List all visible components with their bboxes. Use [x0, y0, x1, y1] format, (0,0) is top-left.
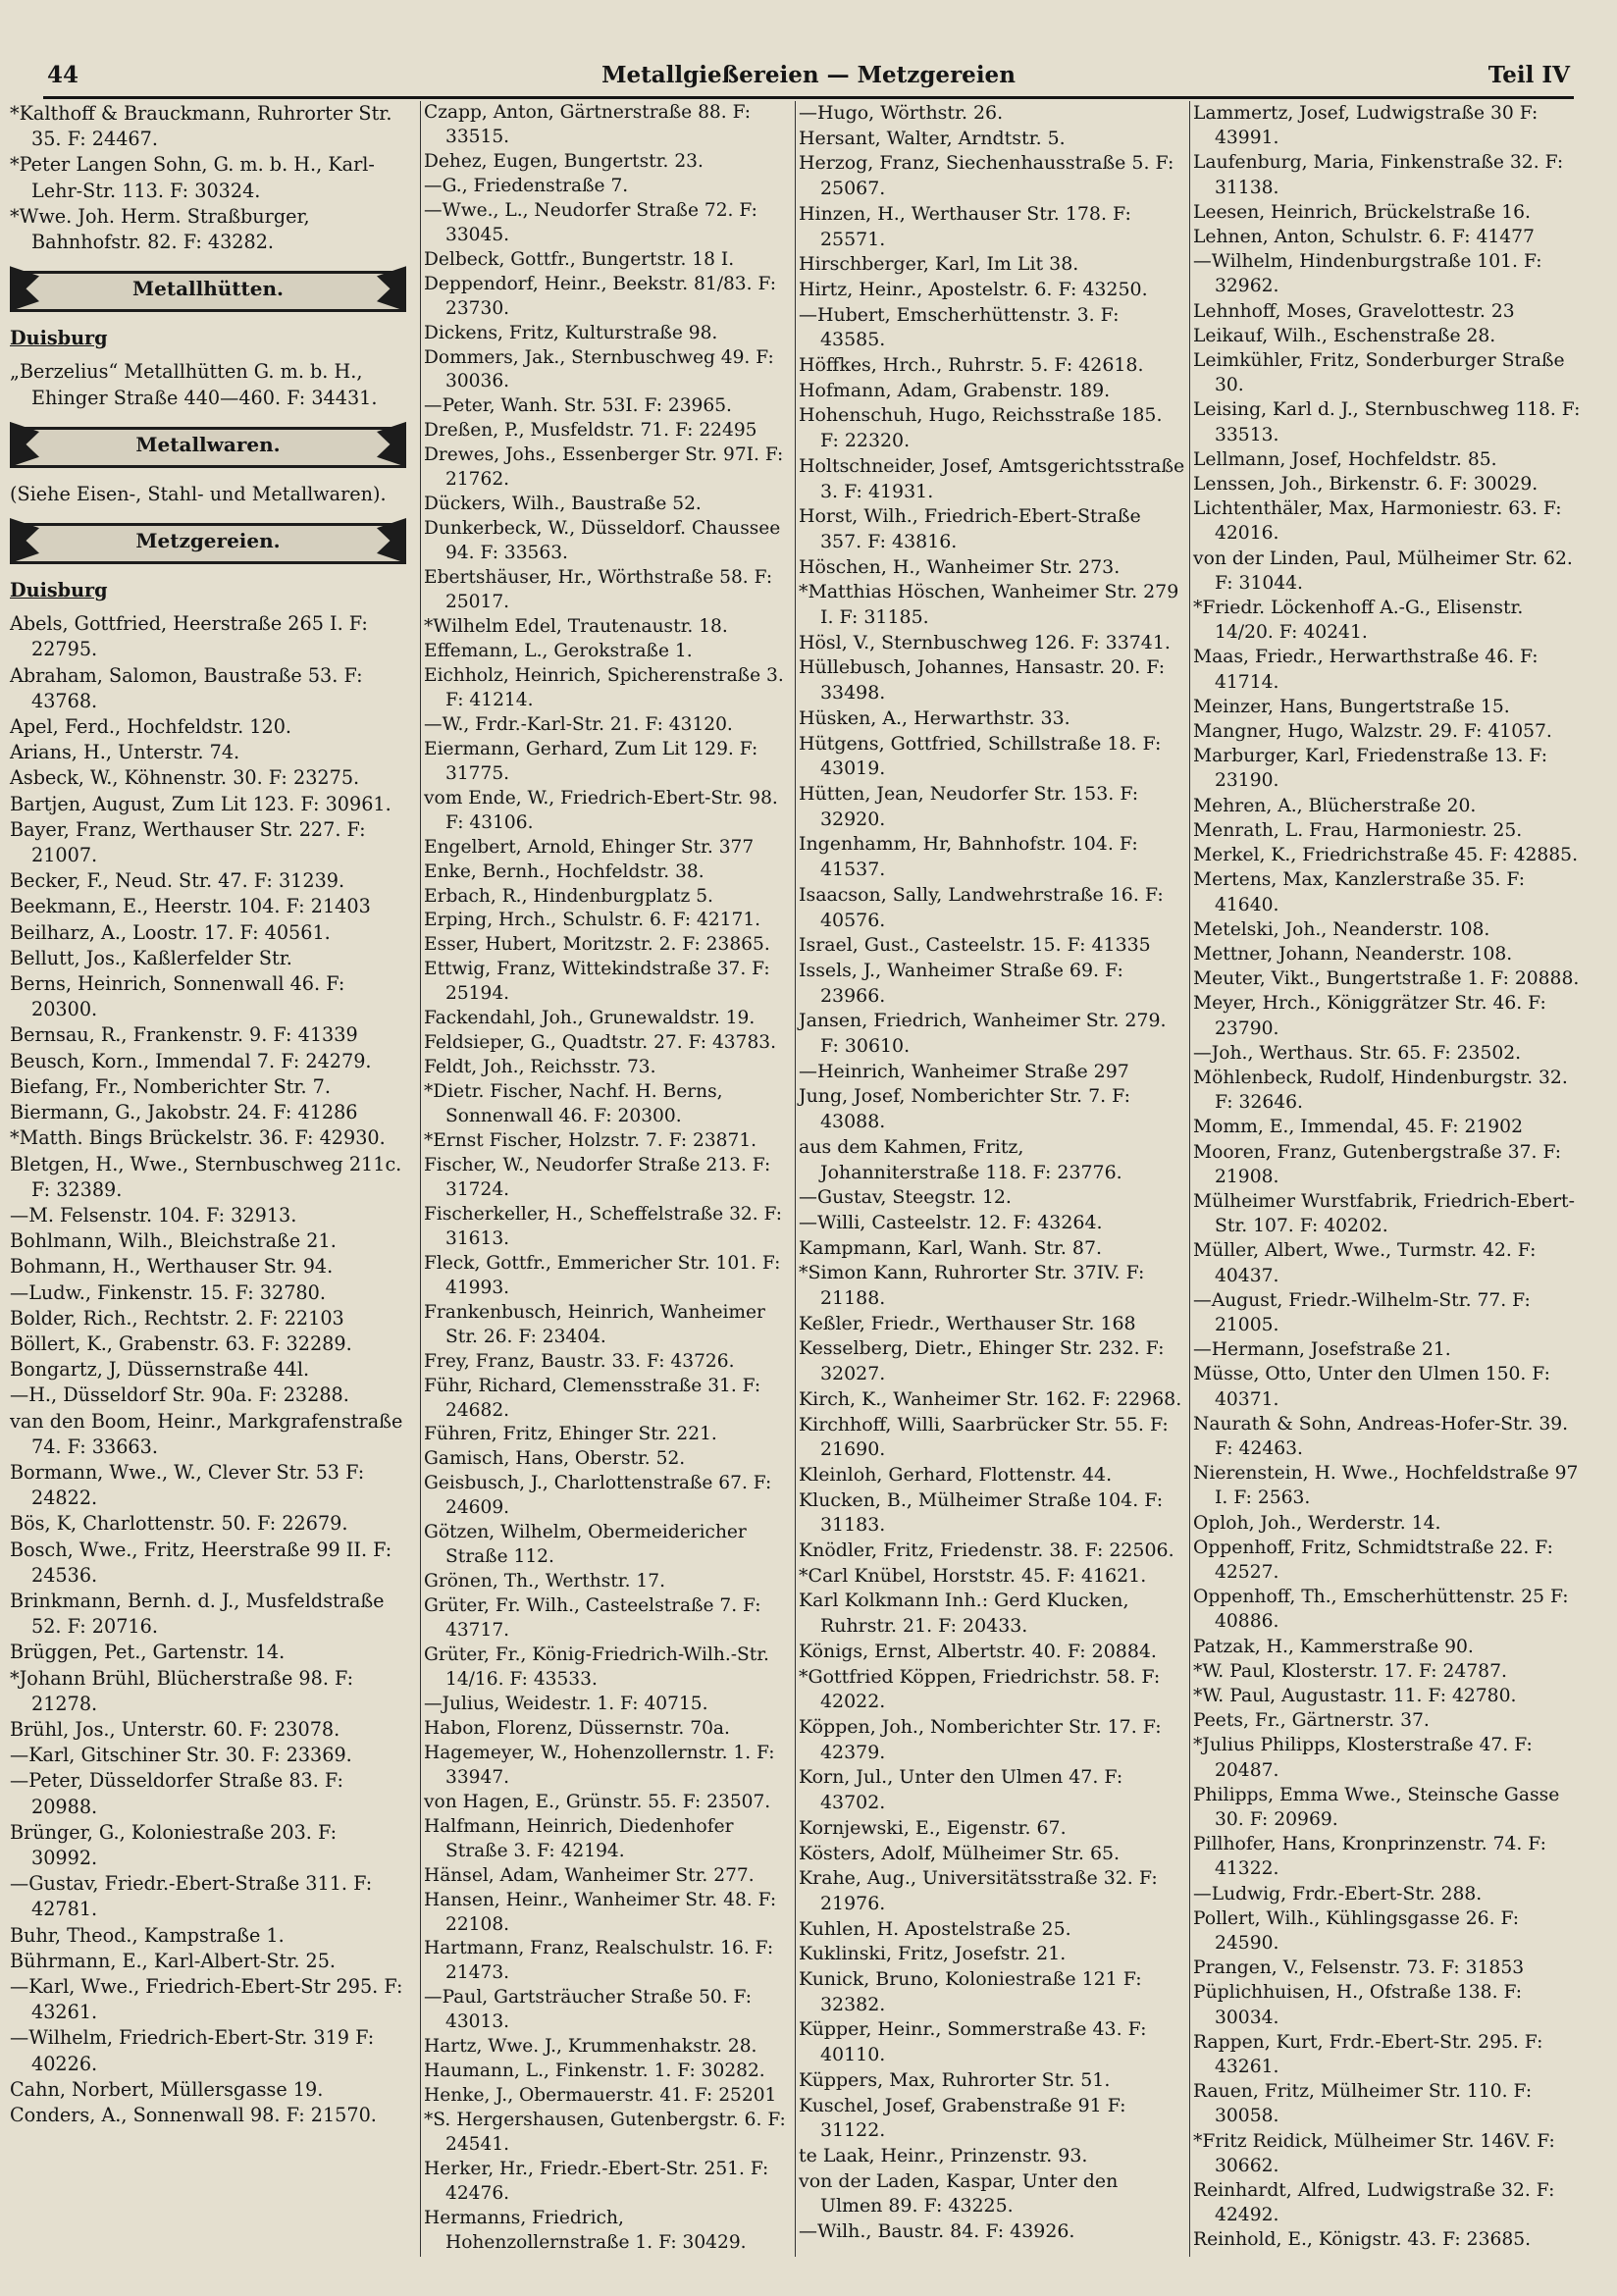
directory-entry: Höschen, H., Wanheimer Str. 273. — [799, 555, 1121, 578]
directory-entry: Abels, Gottfried, Heerstraße 265 I. F: 22795. — [10, 612, 368, 661]
directory-entry: Jansen, Friedrich, Wanheimer Str. 279. F: 30610. — [799, 1010, 1167, 1058]
directory-entry: Enke, Bernh., Hochfeldstr. 38. — [424, 861, 704, 882]
directory-entry: Oploh, Joh., Werderstr. 14. — [1193, 1512, 1441, 1534]
directory-entry: —Gustav, Steegstr. 12. — [799, 1186, 1012, 1209]
directory-entry: Geisbusch, J., Charlottenstraße 67. F: 24609. — [424, 1473, 772, 1519]
directory-entry: *Kalthoff & Brauckmann, Ruhrorter Str. 35. F: 24467. — [10, 102, 392, 151]
directory-entry: Beusch, Korn., Immendal 7. F: 24279. — [10, 1049, 372, 1072]
section-title: Metallwaren. — [135, 432, 281, 456]
banner-ornament-left — [10, 422, 39, 467]
directory-entry: Meinzer, Hans, Bungertstraße 15. — [1193, 696, 1510, 717]
directory-entry: Oppenhoff, Th., Emscherhüttenstr. 25 F: 40886. — [1193, 1587, 1569, 1633]
directory-entry: Fleck, Gottfr., Emmericher Str. 101. F: 41993. — [424, 1252, 781, 1298]
directory-entry: Bormann, Wwe., W., Clever Str. 53 F: 24822. — [10, 1460, 365, 1510]
directory-entry: van den Boom, Heinr., Markgrafenstraße 74. F: 33663. — [10, 1409, 403, 1458]
entry-list — [10, 359, 406, 410]
directory-entry: Kuschel, Josef, Grabenstraße 91 F: 31122. — [799, 2094, 1126, 2142]
directory-entry: —Karl, Wwe., Friedrich-Ebert-Str 295. F: 43261. — [10, 1975, 403, 2024]
directory-entry: —Ludwig, Frdr.-Ebert-Str. 288. — [1193, 1883, 1483, 1905]
directory-entry: Bös, K, Charlottenstr. 50. F: 22679. — [10, 1512, 348, 1536]
directory-entry: Rappen, Kurt, Frdr.-Ebert-Str. 295. F: 43261. — [1193, 2031, 1543, 2078]
directory-entry: Fischerkeller, H., Scheffelstraße 32. F: 31613. — [424, 1203, 783, 1249]
directory-entry: Hartmann, Franz, Realschulstr. 16. F: 21473. — [424, 1938, 774, 1984]
directory-entry: Dreßen, P., Musfeldstr. 71. F: 22495 — [424, 420, 757, 442]
directory-entry: Kunick, Bruno, Koloniestraße 121 F: 32382. — [799, 1968, 1142, 2015]
directory-entry: Bellutt, Jos., Kaßlerfelder Str. — [10, 946, 292, 969]
directory-entry: Brünger, G., Koloniestraße 203. F: 30992. — [10, 1820, 338, 1869]
directory-entry: *Wwe. Joh. Herm. Straßburger, Bahnhofstr. 82. F: 43282. — [10, 204, 310, 254]
directory-entry: Erping, Hrch., Schulstr. 6. F: 42171. — [424, 910, 761, 931]
directory-entry: Prangen, V., Felsenstr. 73. F: 31853 — [1193, 1957, 1525, 1979]
directory-entry: Peets, Fr., Gärtnerstr. 37. — [1193, 1710, 1430, 1732]
directory-entry: Hansen, Heinr., Wanheimer Str. 48. F: 22108. — [424, 1889, 777, 1935]
directory-entry: *Gottfried Köppen, Friedrichstr. 58. F: 42022. — [799, 1665, 1161, 1713]
directory-entry: Erbach, R., Hindenburgplatz 5. — [424, 885, 713, 907]
directory-entry: Bührmann, E., Karl-Albert-Str. 25. — [10, 1949, 337, 1972]
directory-entry: —Hubert, Emscherhüttenstr. 3. F: 43585. — [799, 303, 1120, 351]
directory-entry: Hagemeyer, W., Hohenzollernstr. 1. F: 33947. — [424, 1742, 775, 1788]
directory-entry: Mülheimer Wurstfabrik, Friedrich-Ebert-Str. 107. F: 40202. — [1193, 1190, 1575, 1237]
entry-list — [10, 101, 406, 255]
directory-entry: Hartz, Wwe. J., Krummenhakstr. 28. — [424, 2036, 757, 2058]
directory-entry: Bolder, Rich., Rechtstr. 2. F: 22103 — [10, 1306, 344, 1330]
directory-entry: Naurath & Sohn, Andreas-Hofer-Str. 39. F: 42463. — [1193, 1413, 1569, 1459]
directory-entry: Gamisch, Hans, Oberstr. 52. — [424, 1448, 686, 1470]
directory-entry: Bohmann, H., Werthauser Str. 94. — [10, 1255, 334, 1278]
directory-entry: *Julius Philipps, Klosterstraße 47. F: 20487. — [1193, 1735, 1533, 1781]
directory-entry: *Ernst Fischer, Holzstr. 7. F: 23871. — [424, 1130, 757, 1152]
directory-entry: *Dietr. Fischer, Nachf. H. Berns, Sonnenwall 46. F: 20300. — [424, 1081, 723, 1127]
directory-entry: Momm, E., Immendal, 45. F: 21902 — [1193, 1117, 1523, 1138]
column-4 — [1193, 101, 1588, 2253]
directory-entry: *W. Paul, Augustastr. 11. F: 42780. — [1193, 1686, 1517, 1706]
directory-entry: Hüllebusch, Johannes, Hansastr. 20. F: 33498. — [799, 656, 1166, 704]
directory-entry: —G., Friedenstraße 7. — [424, 175, 629, 196]
directory-entry: Eiermann, Gerhard, Zum Lit 129. F: 31775. — [424, 738, 758, 784]
directory-entry: Issels, J., Wanheimer Straße 69. F: 23966. — [799, 959, 1123, 1007]
directory-entry: Asbeck, W., Köhnenstr. 30. F: 23275. — [10, 766, 360, 790]
directory-entry: Delbeck, Gottfr., Bungertstr. 18 I. — [424, 248, 735, 270]
directory-entry: Bayer, Franz, Werthauser Str. 227. F: 21007. — [10, 817, 366, 867]
directory-entry: Leising, Karl d. J., Sternbuschweg 118. F: 33513. — [1193, 399, 1581, 445]
directory-entry: Hersant, Walter, Arndtstr. 5. — [799, 127, 1066, 149]
directory-entry: Oppenhoff, Fritz, Schmidtstraße 22. F: 42527. — [1193, 1537, 1553, 1583]
directory-entry: Frankenbusch, Heinrich, Wanheimer Str. 26. F: 23404. — [424, 1301, 765, 1347]
directory-entry: Küpper, Heinr., Sommerstraße 43. F: 40110. — [799, 2018, 1147, 2066]
directory-entry: Herker, Hr., Friedr.-Ebert-Str. 251. F: 42476. — [424, 2159, 769, 2205]
directory-entry: *Peter Langen Sohn, G. m. b. H., Karl-Lehr-Str. 113. F: 30324. — [10, 153, 375, 202]
directory-entry: Korn, Jul., Unter den Ulmen 47. F: 43702. — [799, 1766, 1123, 1814]
directory-entry: Lichtenthäler, Max, Harmoniestr. 63. F: 42016. — [1193, 498, 1562, 545]
directory-entry: Feldt, Joh., Reichsstr. 73. — [424, 1057, 656, 1078]
entry-list — [10, 611, 406, 2128]
directory-entry: Bernsau, R., Frankenstr. 9. F: 41339 — [10, 1023, 358, 1047]
directory-entry: Herzog, Franz, Siechenhausstraße 5. F: 25067. — [799, 152, 1174, 200]
directory-entry: Eichholz, Heinrich, Spicherenstraße 3. F: 41214. — [424, 664, 784, 710]
directory-entry: Becker, F., Neud. Str. 47. F: 31239. — [10, 869, 345, 893]
directory-entry: Möhlenbeck, Rudolf, Hindenburgstr. 32. F: 32646. — [1193, 1067, 1568, 1114]
directory-entry: Keßler, Friedr., Werthauser Str. 168 — [799, 1312, 1136, 1334]
directory-entry: Drewes, Johs., Essenberger Str. 97I. F: 21762. — [424, 444, 784, 491]
directory-entry: Meyer, Hrch., Königgrätzer Str. 46. F: 23790. — [1193, 993, 1546, 1039]
directory-entry: Kesselberg, Dietr., Ehinger Str. 232. F: 32027. — [799, 1337, 1165, 1385]
directory-entry: —Karl, Gitschiner Str. 30. F: 23369. — [10, 1744, 352, 1767]
city-heading: Duisburg — [10, 579, 108, 602]
directory-entry: Kampmann, Karl, Wanh. Str. 87. — [799, 1236, 1103, 1259]
directory-entry: Meuter, Vikt., Bungertstraße 1. F: 20888. — [1193, 968, 1580, 990]
column-rule — [1189, 101, 1190, 2257]
directory-entry: Maas, Friedr., Herwarthstraße 46. F: 41714. — [1193, 647, 1539, 693]
directory-entry: Kornjewski, E., Eigenstr. 67. — [799, 1816, 1067, 1839]
directory-entry: —Paul, Gartsträucher Straße 50. F: 43013. — [424, 1987, 753, 2033]
directory-entry: Frey, Franz, Baustr. 33. F: 43726. — [424, 1350, 735, 1372]
city-heading: Duisburg — [10, 327, 108, 350]
directory-entry: Metelski, Joh., Neanderstr. 108. — [1193, 918, 1490, 940]
directory-entry: Deppendorf, Heinr., Beekstr. 81/83. F: 23730. — [424, 273, 776, 319]
directory-entry: Mehren, A., Blücherstraße 20. — [1193, 795, 1477, 816]
directory-entry: Bartjen, August, Zum Lit 123. F: 30961. — [10, 792, 391, 815]
directory-entry: —Wilhelm, Friedrich-Ebert-Str. 319 F: 40226. — [10, 2026, 375, 2075]
column-rule — [795, 101, 796, 2257]
directory-entry: Lenssen, Joh., Birkenstr. 6. F: 30029. — [1193, 474, 1539, 496]
directory-entry: Israel, Gust., Casteelstr. 15. F: 41335 — [799, 934, 1151, 957]
directory-entry: Haumann, L., Finkenstr. 1. F: 30282. — [424, 2061, 765, 2082]
banner-ornament-left — [10, 518, 39, 563]
directory-entry: —Wwe., L., Neudorfer Straße 72. F: 33045. — [424, 199, 757, 245]
directory-entry: *Johann Brühl, Blücherstraße 98. F: 21278. — [10, 1666, 354, 1715]
directory-entry: Küppers, Max, Ruhrorter Str. 51. — [799, 2068, 1111, 2091]
directory-entry: Beilharz, A., Loostr. 17. F: 40561. — [10, 920, 331, 944]
directory-entry: Habon, Florenz, Düssernstr. 70a. — [424, 1717, 730, 1739]
directory-entry: Leimkühler, Fritz, Sonderburger Straße 30. — [1193, 350, 1565, 396]
directory-entry: Apel, Ferd., Hochfeldstr. 120. — [10, 715, 292, 739]
directory-entry: Isaacson, Sally, Landwehrstraße 16. F: 40576. — [799, 883, 1164, 931]
directory-entry: —August, Friedr.-Wilhelm-Str. 77. F: 21005. — [1193, 1289, 1531, 1335]
directory-entry: Böllert, K., Grabenstr. 63. F: 32289. — [10, 1331, 352, 1355]
directory-entry: Kirchhoff, Willi, Saarbrücker Str. 55. F: 21690. — [799, 1413, 1169, 1461]
directory-entry: Mertens, Max, Kanzlerstraße 35. F: 41640. — [1193, 869, 1526, 915]
directory-entry: Effemann, L., Gerokstraße 1. — [424, 640, 693, 661]
directory-entry: —Ludw., Finkenstr. 15. F: 32780. — [10, 1280, 326, 1304]
directory-entry: Dückers, Wilh., Baustraße 52. — [424, 494, 702, 515]
section-banner-metallhuetten — [10, 271, 406, 312]
directory-entry: Pollert, Wilh., Kühlingsgasse 26. F: 24590. — [1193, 1907, 1520, 1955]
directory-entry: Müsse, Otto, Unter den Ulmen 150. F: 40371. — [1193, 1364, 1550, 1410]
directory-entry: *Wilhelm Edel, Trautenaustr. 18. — [424, 616, 728, 638]
banner-ornament-left — [10, 266, 39, 311]
directory-entry: Buhr, Theod., Kampstraße 1. — [10, 1923, 285, 1947]
directory-entry: —H., Düsseldorf Str. 90a. F: 23288. — [10, 1383, 349, 1407]
directory-entry: Grönen, Th., Werthstr. 17. — [424, 1571, 666, 1592]
directory-entry: Führen, Fritz, Ehinger Str. 221. — [424, 1424, 717, 1445]
directory-entry: —Gustav, Friedr.-Ebert-Straße 311. F: 42781. — [10, 1872, 373, 1921]
directory-entry: Pillhofer, Hans, Kronprinzenstr. 74. F: 41322. — [1193, 1834, 1546, 1880]
directory-entry: *Matth. Bings Brückelstr. 36. F: 42930. — [10, 1126, 386, 1150]
directory-entry: Brüggen, Pet., Gartenstr. 14. — [10, 1641, 286, 1664]
section-banner-metzgereien — [10, 523, 406, 564]
column-1 — [10, 101, 406, 2128]
directory-entry: Fischer, W., Neudorfer Straße 213. F: 31724. — [424, 1154, 771, 1200]
directory-entry: Merkel, K., Friedrichstraße 45. F: 42885. — [1193, 845, 1579, 866]
directory-entry: Kösters, Adolf, Mülheimer Str. 65. — [799, 1842, 1121, 1864]
directory-entry: Höffkes, Hrch., Ruhrstr. 5. F: 42618. — [799, 354, 1144, 377]
header-rule — [43, 96, 1574, 99]
directory-entry: Kuhlen, H. Apostelstraße 25. — [799, 1917, 1071, 1940]
directory-entry: Dickens, Fritz, Kulturstraße 98. — [424, 322, 718, 343]
directory-entry: Holtschneider, Josef, Amtsgerichtsstraße 3. F: 41931. — [799, 454, 1185, 502]
directory-entry: aus dem Kahmen, Fritz, Johanniterstraße 118. F: 23776. — [799, 1135, 1122, 1183]
directory-entry: —Hermann, Josefstraße 21. — [1193, 1339, 1451, 1361]
directory-entry: Königs, Ernst, Albertstr. 40. F: 20884. — [799, 1640, 1157, 1662]
entry-list — [799, 101, 1185, 2245]
directory-entry: Dehez, Eugen, Bungertstr. 23. — [424, 150, 704, 172]
directory-entry: Klucken, B., Mülheimer Straße 104. F: 31183. — [799, 1488, 1164, 1537]
directory-entry: Reinhold, E., Königstr. 43. F: 23685. — [1193, 2229, 1532, 2251]
directory-entry: „Berzelius“ Metallhütten G. m. b. H., Ehinger Straße 440—460. F: 34431. — [10, 360, 378, 409]
directory-entry: Berns, Heinrich, Sonnenwall 46. F: 20300. — [10, 972, 345, 1021]
directory-entry: Knödler, Fritz, Friedenstr. 38. F: 22506. — [799, 1539, 1174, 1562]
directory-entry: Hinzen, H., Werthauser Str. 178. F: 25571. — [799, 202, 1131, 250]
directory-entry: Krahe, Aug., Universitätsstraße 32. F: 21976. — [799, 1867, 1158, 1914]
directory-entry: Hüsken, A., Herwarthstr. 33. — [799, 706, 1070, 729]
banner-ornament-right — [377, 266, 406, 311]
directory-entry: Hütgens, Gottfried, Schillstraße 18. F: 43019. — [799, 732, 1162, 780]
cross-reference-note: (Siehe Eisen-, Stahl- und Metallwaren). — [10, 482, 387, 505]
directory-entry: Conders, A., Sonnenwall 98. F: 21570. — [10, 2104, 377, 2127]
directory-entry: *Friedr. Löckenhoff A.-G., Elisenstr. 14/20. F: 40241. — [1193, 598, 1524, 644]
directory-entry: —Wilhelm, Hindenburgstraße 101. F: 32962. — [1193, 251, 1542, 297]
directory-entry: Brühl, Jos., Unterstr. 60. F: 23078. — [10, 1717, 340, 1741]
directory-entry: Hofmann, Adam, Grabenstr. 189. — [799, 379, 1111, 401]
directory-entry: Bohlmann, Wilh., Bleichstraße 21. — [10, 1229, 337, 1253]
running-title: Metallgießereien — Metzgereien — [601, 62, 1016, 88]
directory-entry: Mooren, Franz, Gutenbergstraße 37. F: 21908. — [1193, 1141, 1562, 1187]
directory-entry: Lammertz, Josef, Ludwigstraße 30 F: 43991. — [1193, 103, 1539, 149]
directory-entry: Leesen, Heinrich, Brückelstraße 16. — [1193, 201, 1531, 223]
column-2 — [424, 101, 793, 2256]
directory-entry: Cahn, Norbert, Müllersgasse 19. — [10, 2077, 324, 2101]
directory-entry: vom Ende, W., Friedrich-Ebert-Str. 98. F: 43106. — [424, 787, 778, 833]
directory-entry: Grüter, Fr., König-Friedrich-Wilh.-Str. 14/16. F: 43533. — [424, 1644, 769, 1690]
directory-entry: Czapp, Anton, Gärtnerstraße 88. F: 33515. — [424, 102, 752, 147]
directory-entry: Dunkerbeck, W., Düsseldorf. Chaussee 94. F: 33563. — [424, 518, 781, 564]
directory-entry: Hösl, V., Sternbuschweg 126. F: 33741. — [799, 631, 1171, 653]
directory-entry: —Joh., Werthaus. Str. 65. F: 23502. — [1193, 1042, 1522, 1064]
directory-entry: —W., Frdr.-Karl-Str. 21. F: 43120. — [424, 713, 733, 735]
directory-entry: Köppen, Joh., Nomberichter Str. 17. F: 42379. — [799, 1716, 1162, 1763]
directory-entry: Marburger, Karl, Friedenstraße 13. F: 23190. — [1193, 746, 1548, 792]
part-label: Teil IV — [1487, 62, 1570, 88]
directory-entry: Bongartz, J, Düssernstraße 44l. — [10, 1358, 310, 1382]
section-title: Metzgereien. — [135, 529, 281, 553]
directory-entry: Hirschberger, Karl, Im Lit 38. — [799, 253, 1079, 276]
directory-entry: Mettner, Johann, Neanderstr. 108. — [1193, 943, 1513, 965]
directory-entry: —Julius, Weidestr. 1. F: 40715. — [424, 1693, 708, 1714]
directory-entry: Rauen, Fritz, Mülheimer Str. 110. F: 30058. — [1193, 2081, 1533, 2127]
directory-entry: Kuklinski, Fritz, Josefstr. 21. — [799, 1943, 1067, 1965]
directory-entry: Halfmann, Heinrich, Diedenhofer Straße 3. F: 42194. — [424, 1815, 734, 1861]
directory-entry: Hohenschuh, Hugo, Reichsstraße 185. F: 22320. — [799, 404, 1163, 452]
directory-entry: —Wilh., Baustr. 84. F: 43926. — [799, 2220, 1075, 2243]
directory-entry: Biermann, G., Jakobstr. 24. F: 41286 — [10, 1101, 358, 1124]
directory-entry: Bletgen, H., Wwe., Sternbuschweg 211c. F: 32389. — [10, 1152, 402, 1201]
directory-entry: Menrath, L. Frau, Harmoniestr. 25. — [1193, 819, 1523, 841]
directory-entry: Abraham, Salomon, Baustraße 53. F: 43768. — [10, 663, 363, 712]
directory-entry: Ebertshäuser, Hr., Wörthstraße 58. F: 25017. — [424, 567, 773, 613]
directory-entry: —Willi, Casteelstr. 12. F: 43264. — [799, 1211, 1103, 1233]
directory-entry: von Hagen, E., Grünstr. 55. F: 23507. — [424, 1791, 771, 1812]
directory-entry: Biefang, Fr., Nomberichter Str. 7. — [10, 1074, 331, 1098]
directory-entry: Brinkmann, Bernh. d. J., Musfeldstraße 52. F: 20716. — [10, 1589, 385, 1639]
directory-entry: Feldsieper, G., Quadtstr. 27. F: 43783. — [424, 1032, 777, 1054]
directory-entry: *Simon Kann, Ruhrorter Str. 37IV. F: 21188. — [799, 1262, 1145, 1310]
directory-entry: Führ, Richard, Clemensstraße 31. F: 24682. — [424, 1375, 761, 1421]
directory-entry: —Hugo, Wörthstr. 26. — [799, 102, 1004, 124]
directory-entry: Leikauf, Wilh., Eschenstraße 28. — [1193, 325, 1496, 346]
directory-entry: Henke, J., Obermauerstr. 41. F: 25201 — [424, 2085, 777, 2107]
directory-entry: —Heinrich, Wanheimer Straße 297 — [799, 1060, 1129, 1082]
directory-entry: Dommers, Jak., Sternbuschweg 49. F: 30036. — [424, 346, 774, 392]
directory-entry: te Laak, Heinr., Prinzenstr. 93. — [799, 2144, 1088, 2166]
directory-entry: Lellmann, Josef, Hochfeldstr. 85. — [1193, 448, 1497, 470]
directory-entry: von der Laden, Kaspar, Unter den Ulmen 89. F: 43225. — [799, 2169, 1119, 2218]
directory-entry: Esser, Hubert, Moritzstr. 2. F: 23865. — [424, 934, 770, 956]
directory-entry: Mangner, Hugo, Walzstr. 29. F: 41057. — [1193, 721, 1552, 743]
directory-entry: Kleinloh, Gerhard, Flottenstr. 44. — [799, 1463, 1113, 1486]
directory-entry: Ettwig, Franz, Wittekindstraße 37. F: 25194. — [424, 959, 770, 1005]
directory-entry: Beekmann, E., Heerstr. 104. F: 21403 — [10, 895, 371, 918]
directory-entry: —M. Felsenstr. 104. F: 32913. — [10, 1203, 297, 1226]
directory-entry: Horst, Wilh., Friedrich-Ebert-Straße 357. F: 43816. — [799, 505, 1141, 552]
directory-entry: Hütten, Jean, Neudorfer Str. 153. F: 32920. — [799, 782, 1139, 830]
directory-entry: *S. Hergershausen, Gutenbergstr. 6. F: 24541. — [424, 2110, 786, 2156]
directory-entry: Reinhardt, Alfred, Ludwigstraße 32. F: 42492. — [1193, 2180, 1555, 2226]
page-number: 44 — [47, 62, 79, 88]
directory-entry: Nierenstein, H. Wwe., Hochfeldstraße 97 I. F: 2563. — [1193, 1463, 1579, 1509]
directory-entry: —Peter, Düsseldorfer Straße 83. F: 20988. — [10, 1769, 344, 1818]
directory-entry: Hirtz, Heinr., Apostelstr. 6. F: 43250. — [799, 278, 1148, 300]
directory-entry: *Carl Knübel, Horststr. 45. F: 41621. — [799, 1564, 1147, 1587]
directory-entry: Müller, Albert, Wwe., Turmstr. 42. F: 40437. — [1193, 1240, 1537, 1286]
directory-entry: Laufenburg, Maria, Finkenstraße 32. F: 31138. — [1193, 152, 1564, 198]
directory-entry: von der Linden, Paul, Mülheimer Str. 62. F: 31044. — [1193, 548, 1573, 594]
directory-entry: Götzen, Wilhelm, Obermeidericher Straße 112. — [424, 1522, 747, 1568]
directory-entry: Hänsel, Adam, Wanheimer Str. 277. — [424, 1864, 755, 1886]
directory-entry: *Matthias Höschen, Wanheimer Str. 279 I. F: 31185. — [799, 581, 1179, 629]
directory-entry: Engelbert, Arnold, Ehinger Str. 377 — [424, 836, 755, 858]
directory-entry: Ingenhamm, Hr, Bahnhofstr. 104. F: 41537. — [799, 833, 1138, 881]
section-title: Metallhütten. — [131, 277, 285, 301]
banner-ornament-right — [377, 422, 406, 467]
directory-entry: Lehnhoff, Moses, Gravelottestr. 23 — [1193, 300, 1515, 322]
directory-entry: Karl Kolkmann Inh.: Gerd Klucken, Ruhrstr. 21. F: 20433. — [799, 1590, 1129, 1638]
directory-entry: Hermanns, Friedrich, Hohenzollernstraße 1. F: 30429. — [424, 2207, 747, 2253]
directory-entry: Fackendahl, Joh., Grunewaldstr. 19. — [424, 1008, 756, 1029]
section-banner-metallwaren — [10, 427, 406, 468]
directory-entry: Jung, Josef, Nomberichter Str. 7. F: 43088. — [799, 1085, 1131, 1133]
directory-entry: Püplichhuisen, H., Ofstraße 138. F: 30034. — [1193, 1982, 1523, 2028]
column-rule — [420, 101, 421, 2257]
directory-entry: Philipps, Emma Wwe., Steinsche Gasse 30. F: 20969. — [1193, 1784, 1560, 1831]
directory-entry: Bosch, Wwe., Fritz, Heerstraße 99 II. F: 24536. — [10, 1538, 392, 1587]
directory-entry: *Fritz Reidick, Mülheimer Str. 146V. F: 30662. — [1193, 2130, 1555, 2176]
directory-entry: *W. Paul, Klosterstr. 17. F: 24787. — [1193, 1660, 1507, 1682]
directory-entry: Patzak, H., Kammerstraße 90. — [1193, 1636, 1474, 1657]
directory-entry: —Peter, Wanh. Str. 53I. F: 23965. — [424, 395, 732, 417]
directory-entry: Lehnen, Anton, Schulstr. 6. F: 41477 — [1193, 227, 1535, 248]
directory-entry: Kirch, K., Wanheimer Str. 162. F: 22968. — [799, 1387, 1182, 1410]
entry-list — [424, 101, 793, 2256]
directory-entry: Arians, H., Unterstr. 74. — [10, 741, 240, 764]
entry-list — [1193, 101, 1588, 2253]
directory-entry: Grüter, Fr. Wilh., Casteelstraße 7. F: 43717. — [424, 1595, 761, 1642]
banner-ornament-right — [377, 518, 406, 563]
column-3 — [799, 101, 1185, 2245]
